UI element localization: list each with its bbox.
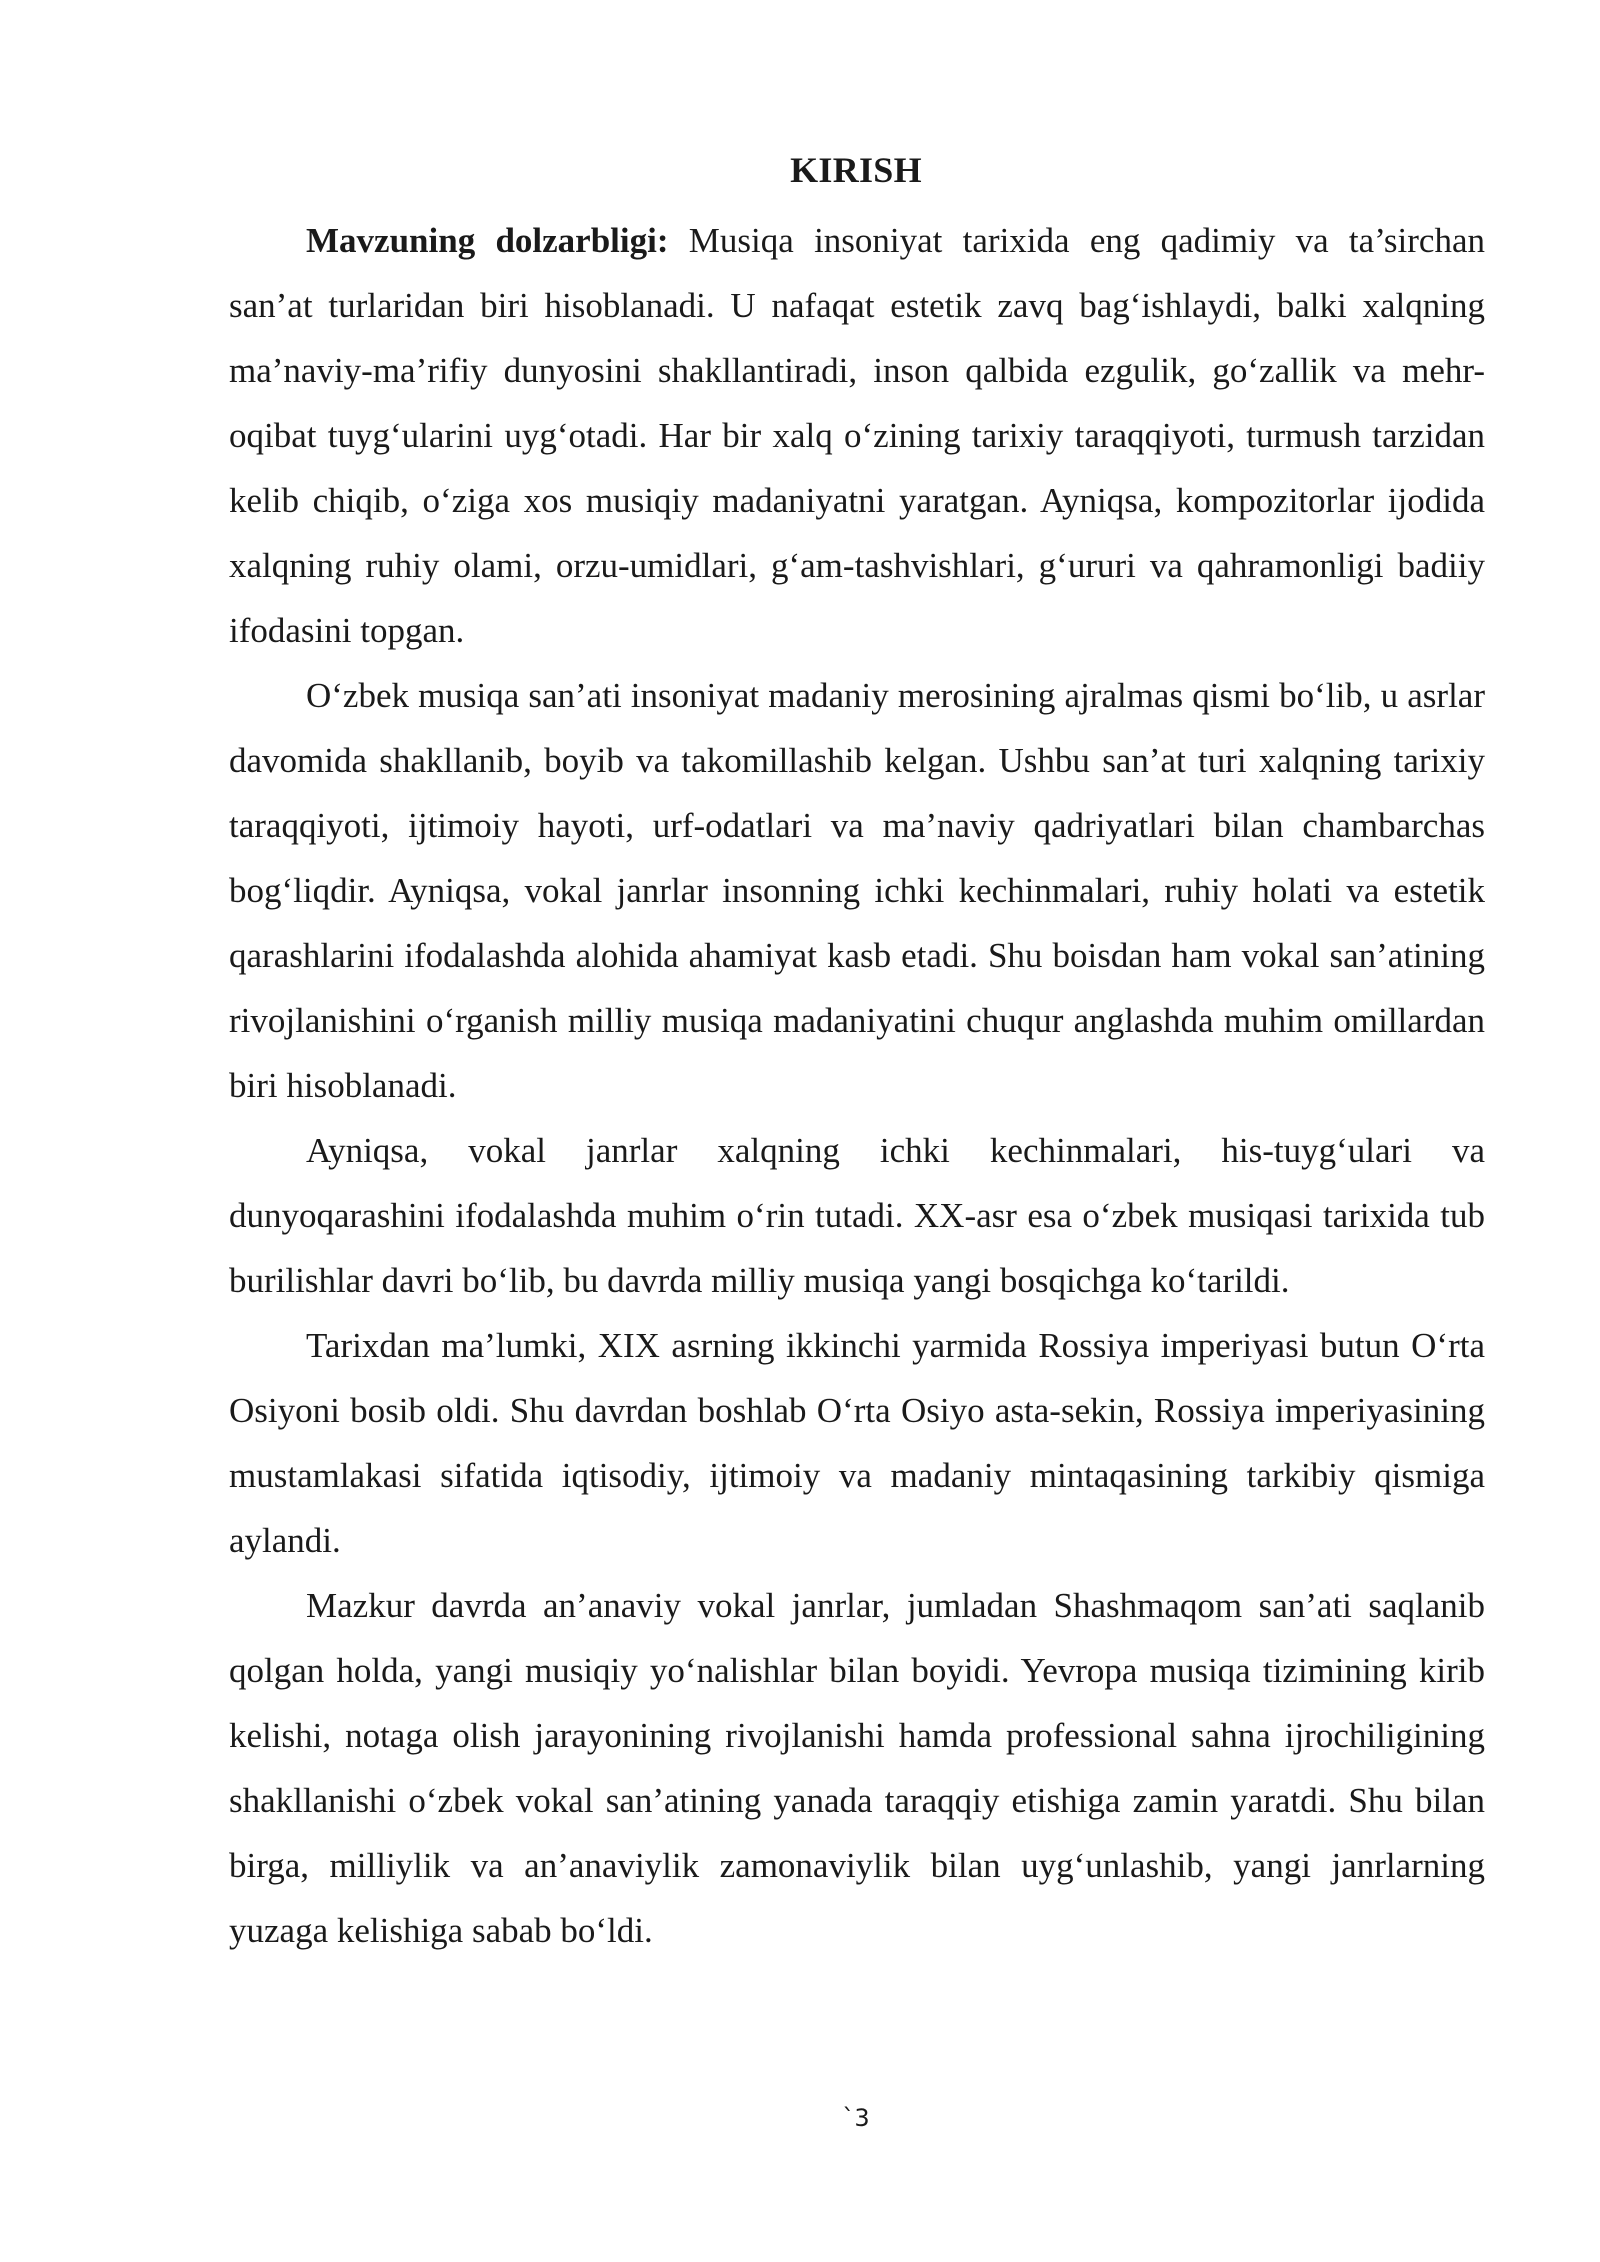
paragraph-relevance xyxy=(229,208,1485,663)
paragraph: Ayniqsa, vokal janrlar xalqning ichki kechinmalari, his-tuyg‘ulari va dunyoqarashini ifodalashda muhim o‘rin tutadi. XX-asr esa o‘zbek musiqasi tarixida tub burilishlar davri bo‘lib, bu davrda milliy musiqa yangi bosqichga ko‘tarildi. xyxy=(229,1131,1485,1300)
paragraph: O‘zbek musiqa san’ati insoniyat madaniy merosining ajralmas qismi bo‘lib, u asrlar davomida shakllanib, boyib va takomillashib kelgan. Ushbu san’at turi xalqning tarixiy taraqqiyoti, ijtimoiy hayoti, urf-odatlari va ma’naviy qadriyatlari bilan chambarchas bog‘liqdir. Ayniqsa, vokal janrlar insonning ichki kechinmalari, ruhiy holati va estetik qarashlarini ifodalashda alohida ahamiyat kasb etadi. Shu boisdan ham vokal san’atining rivojlanishini o‘rganish milliy musiqa madaniyatini chuqur anglashda muhim omillardan biri hisoblanadi. xyxy=(229,676,1485,1105)
section-heading: KIRISH xyxy=(790,150,922,190)
paragraph: Tarixdan ma’lumki, XIX asrning ikkinchi yarmida Rossiya imperiyasi butun O‘rta Osiyoni bosib oldi. Shu davrdan boshlab O‘rta Osiyo asta-sekin, Rossiya imperiyasining mustamlakasi sifatida iqtisodiy, ijtimoiy va madaniy mintaqasining tarkibiy qismiga aylandi. xyxy=(229,1326,1485,1560)
page-number: `3 xyxy=(842,2104,870,2132)
paragraph: Mazkur davrda an’anaviy vokal janrlar, jumladan Shashmaqom san’ati saqlanib qolgan holda, yangi musiqiy yo‘nalishlar bilan boyidi. Yevropa musiqa tizimining kirib kelishi, notaga olish jarayonining rivojlanishi hamda professional sahna ijrochiligining shakllanishi o‘zbek vokal san’atining yanada taraqqiy etishiga zamin yaratdi. Shu bilan birga, milliylik va an’anaviylik zamonaviylik bilan uyg‘unlashib, yangi janrlarning yuzaga kelishiga sabab bo‘ldi. xyxy=(229,1586,1485,1950)
paragraph-lead: Mavzuning dolzarbligi: xyxy=(306,221,669,260)
paragraph-text: Musiqa insoniyat tarixida eng qadimiy va ta’sirchan san’at turlaridan biri hisoblanadi. U nafaqat estetik zavq bag‘ishlaydi, balki xalqning ma’naviy-ma’rifiy dunyosini shakllantiradi, inson qalbida ezgulik, go‘zallik va mehr-oqibat tuyg‘ularini uyg‘otadi. Har bir xalq o‘zining tarixiy taraqqiyoti, turmush tarzidan kelib chiqib, o‘ziga xos musiqiy madaniyatni yaratgan. Ayniqsa, kompozitorlar ijodida xalqning ruhiy olami, orzu-umidlari, g‘am-tashvishlari, g‘ururi va qahramonligi badiiy ifodasini topgan. xyxy=(229,221,1485,650)
body-text xyxy=(229,208,1485,1963)
